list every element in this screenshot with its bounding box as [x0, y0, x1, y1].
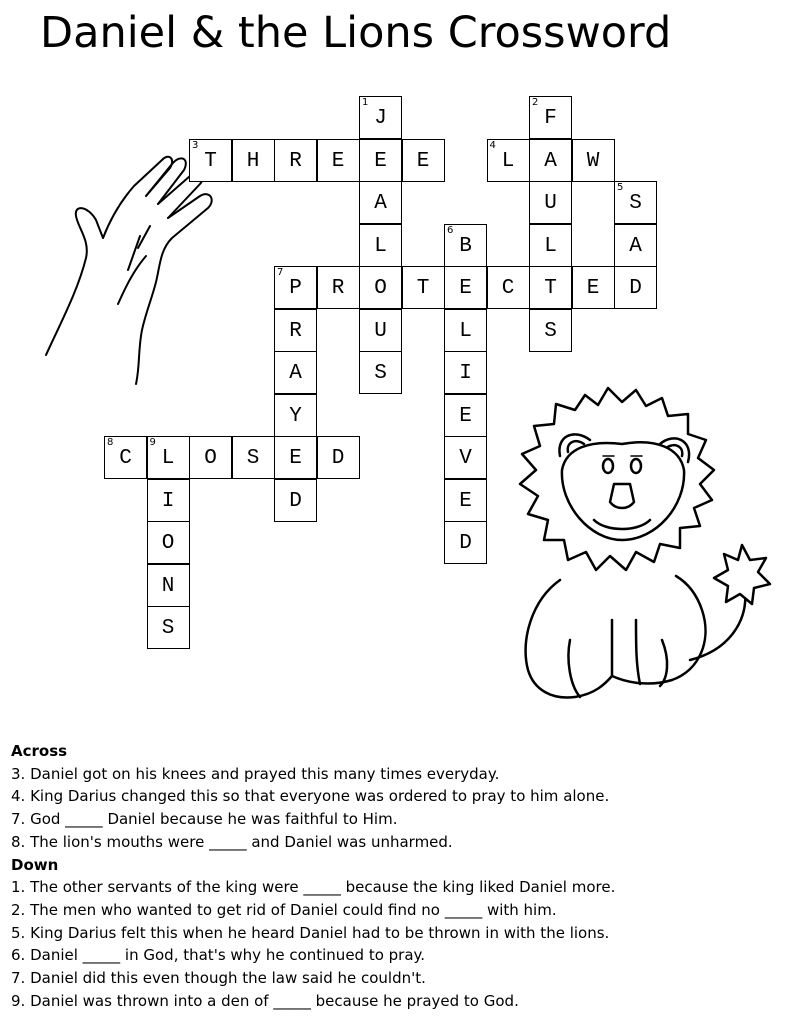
- grid-cell: [274, 479, 317, 522]
- cell-letter: E: [331, 149, 345, 173]
- cell-letter: E: [586, 277, 600, 300]
- grid-cell: [274, 139, 317, 182]
- cell-letter: S: [246, 447, 260, 470]
- grid-cell: [359, 266, 402, 309]
- clue-number: 7: [277, 267, 284, 278]
- cell-letter: T: [544, 277, 557, 300]
- page-title: Daniel & the Lions Crossword: [40, 8, 672, 58]
- cell-letter: T: [416, 277, 430, 300]
- grid-cell: [444, 309, 487, 352]
- cell-letter: P: [289, 277, 302, 300]
- grid-cell: [529, 224, 572, 267]
- praying-hands-icon: [46, 157, 212, 384]
- cell-letter: W: [586, 149, 600, 173]
- down-clue: 7. Daniel did this even though the law said he couldn't.: [11, 969, 426, 988]
- cell-letter: D: [289, 489, 302, 513]
- clue-number: 8: [107, 437, 114, 448]
- grid-cell: [529, 266, 572, 309]
- down-clue: 9. Daniel was thrown into a den of _____ because he prayed to God.: [11, 991, 519, 1010]
- grid-cell: [444, 436, 487, 479]
- across-heading: Across: [11, 742, 68, 760]
- cell-letter: E: [459, 277, 472, 300]
- cell-letter: D: [629, 277, 642, 300]
- cell-letter: Y: [289, 404, 302, 428]
- cell-letter: C: [501, 277, 515, 300]
- grid-cell: [359, 224, 402, 267]
- cell-letter: C: [119, 447, 132, 470]
- grid-cell: [444, 394, 487, 437]
- cell-letter: J: [374, 107, 387, 130]
- cell-letter: V: [459, 447, 472, 470]
- grid-cell: [189, 436, 232, 479]
- grid-cell: [614, 181, 657, 224]
- grid-cell: [232, 139, 275, 182]
- cell-letter: U: [544, 192, 557, 215]
- grid-cell: [572, 139, 615, 182]
- grid-cell: [317, 139, 360, 182]
- cell-letter: E: [289, 447, 302, 470]
- cell-letter: D: [459, 532, 472, 555]
- grid-cell: [402, 139, 445, 182]
- grid-cell: [529, 309, 572, 352]
- grid-cell: [147, 479, 190, 522]
- down-clue: 2. The men who wanted to get rid of Daniel could find no _____ with him.: [11, 900, 557, 919]
- grid-cell: [529, 96, 572, 139]
- cell-letter: E: [459, 404, 472, 428]
- grid-cell: [359, 351, 402, 394]
- down-clue: 1. The other servants of the king were _____ because the king liked Daniel more.: [11, 878, 616, 897]
- cell-letter: R: [331, 277, 345, 300]
- clue-number: 6: [447, 224, 454, 236]
- grid-cell: [147, 436, 190, 479]
- cell-letter: I: [459, 362, 472, 385]
- across-clue: 4. King Darius changed this so that everyone was ordered to pray to him alone.: [11, 787, 610, 806]
- cell-letter: B: [459, 234, 472, 258]
- cell-letter: O: [204, 447, 217, 470]
- cell-letter: L: [374, 234, 387, 258]
- cell-letter: S: [544, 319, 557, 343]
- cell-letter: S: [374, 362, 387, 385]
- clue-number: 9: [149, 437, 156, 448]
- cell-letter: N: [161, 574, 175, 598]
- grid-cell: [317, 266, 360, 309]
- cell-letter: A: [289, 362, 302, 385]
- grid-cell: [104, 436, 147, 479]
- cell-letter: L: [459, 319, 472, 343]
- grid-cell: [147, 521, 190, 564]
- cell-letter: R: [289, 149, 302, 173]
- clue-number: 3: [192, 139, 199, 151]
- grid-cell: [444, 479, 487, 522]
- down-heading: Down: [11, 855, 59, 874]
- cell-letter: S: [629, 192, 642, 215]
- grid-cell: [444, 224, 487, 267]
- down-clue: 5. King Darius felt this when he heard Daniel had to be thrown in with the lions.: [11, 923, 610, 942]
- clue-number: 5: [617, 182, 624, 193]
- grid-cell: [359, 309, 402, 352]
- grid-cell: [402, 266, 445, 309]
- grid-cell: [529, 139, 572, 182]
- grid-cell: [147, 564, 190, 607]
- clues-section: [11, 740, 801, 1012]
- cell-letter: S: [161, 617, 175, 640]
- across-clue: 3. Daniel got on his knees and prayed this many times everyday.: [11, 764, 500, 783]
- cell-letter: U: [374, 319, 387, 343]
- clue-number: 1: [362, 97, 369, 108]
- cell-letter: L: [544, 234, 557, 258]
- grid-cell: [529, 181, 572, 224]
- cell-letter: F: [544, 107, 557, 130]
- cell-letter: E: [416, 149, 430, 173]
- cell-letter: A: [544, 149, 557, 173]
- across-clue: 7. God _____ Daniel because he was faithful to Him.: [11, 810, 398, 829]
- down-clue: 6. Daniel _____ in God, that's why he continued to pray.: [11, 946, 426, 965]
- grid-cell: [359, 181, 402, 224]
- cell-letter: O: [374, 277, 387, 300]
- grid-cell: [359, 96, 402, 139]
- cell-letter: A: [374, 192, 387, 215]
- clue-number: 4: [489, 139, 496, 151]
- cell-letter: L: [501, 149, 515, 173]
- cell-letter: I: [161, 489, 175, 513]
- cell-letter: E: [374, 149, 387, 173]
- grid-cell: [274, 394, 317, 437]
- cell-letter: O: [161, 532, 175, 555]
- lion-icon: [520, 388, 770, 698]
- cell-letter: E: [459, 489, 472, 513]
- grid-cell: [147, 606, 190, 649]
- grid-cell: [359, 139, 402, 182]
- grid-cell: [572, 266, 615, 309]
- grid-cell: [614, 266, 657, 309]
- grid-cell: [444, 266, 487, 309]
- cell-letter: D: [331, 447, 345, 470]
- cell-letter: L: [161, 447, 175, 470]
- grid-cell: [274, 309, 317, 352]
- grid-cell: [232, 436, 275, 479]
- across-clue: 8. The lion's mouths were _____ and Daniel was unharmed.: [11, 832, 453, 851]
- grid-cell: [487, 266, 530, 309]
- grid-cell: [274, 351, 317, 394]
- cell-letter: A: [629, 234, 642, 258]
- cell-letter: H: [246, 149, 260, 173]
- cell-letter: T: [204, 149, 217, 173]
- clue-number: 2: [532, 97, 539, 108]
- grid-cell: [487, 139, 530, 182]
- grid-cell: [317, 436, 360, 479]
- grid-cell: [189, 139, 232, 182]
- grid-cell: [274, 436, 317, 479]
- grid-cell: [274, 266, 317, 309]
- grid-cell: [444, 521, 487, 564]
- grid-cell: [614, 224, 657, 267]
- cell-letter: R: [289, 319, 302, 343]
- grid-cell: [444, 351, 487, 394]
